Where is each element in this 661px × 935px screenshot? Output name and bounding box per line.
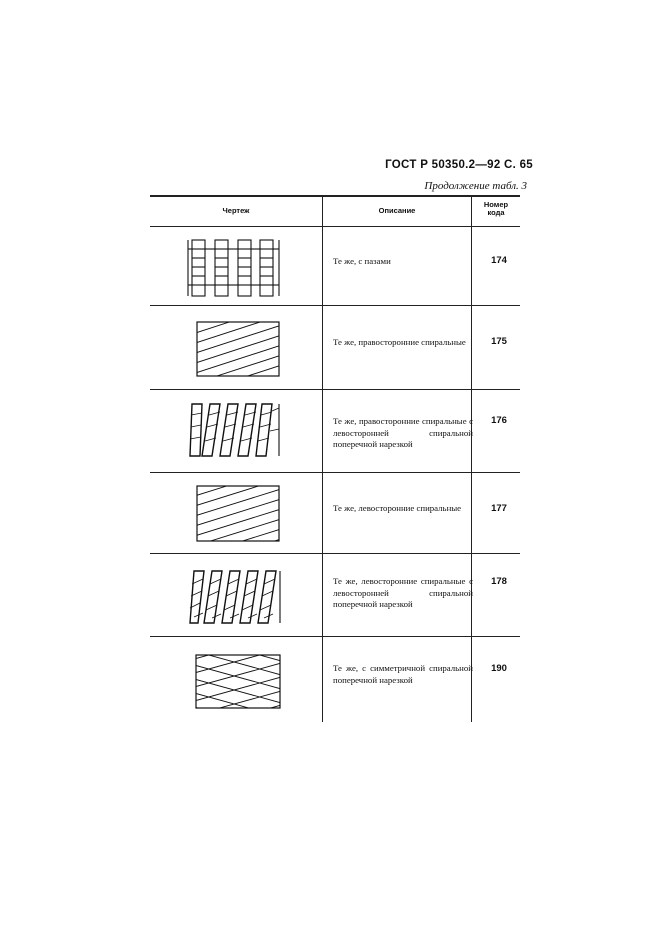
row-description: Те же, левосторонние спиральные [333, 503, 462, 513]
row-separator [150, 636, 520, 637]
row-code: 175 [491, 336, 507, 347]
row-code: 174 [491, 255, 507, 266]
right-spiral-drawing [197, 322, 279, 376]
right-spiral-left-cross-drawing [190, 401, 280, 459]
column-header-description: Описание [378, 206, 416, 215]
row-code: 178 [491, 576, 507, 587]
row-description: Те же, с симметричной спиральной поперечной нарезкой [333, 663, 473, 685]
row-description: Те же, правосторонние спиральные с левосторонней спиральной поперечной нарезкой [333, 416, 473, 449]
column-header-code: Номер кода [483, 200, 509, 217]
row-code: 176 [491, 415, 507, 426]
left-spiral-drawing [197, 486, 279, 541]
row-separator [150, 305, 520, 306]
column-separator [471, 196, 472, 722]
symmetric-cross-drawing [196, 655, 280, 708]
row-separator [150, 553, 520, 554]
row-separator [150, 472, 520, 473]
row-code: 190 [491, 663, 507, 674]
row-code: 177 [491, 503, 507, 514]
column-header-drawing: Чертеж [222, 206, 250, 215]
table-continuation-label: Продолжение табл. 3 [424, 180, 527, 192]
row-description: Те же, правосторонние спиральные [333, 337, 466, 347]
table-header-rule [150, 226, 520, 227]
table-top-rule [150, 195, 520, 197]
row-description: Те же, с пазами [333, 256, 391, 266]
row-description: Те же, левосторонние спиральные с левосторонней спиральной поперечной нарезкой [333, 576, 473, 609]
left-spiral-left-cross-drawing [190, 568, 282, 626]
row-separator [150, 389, 520, 390]
grooved-knurl-drawing [188, 240, 280, 296]
standard-number: ГОСТ Р 50350.2—92 С. 65 [385, 159, 533, 171]
column-separator [322, 196, 323, 722]
